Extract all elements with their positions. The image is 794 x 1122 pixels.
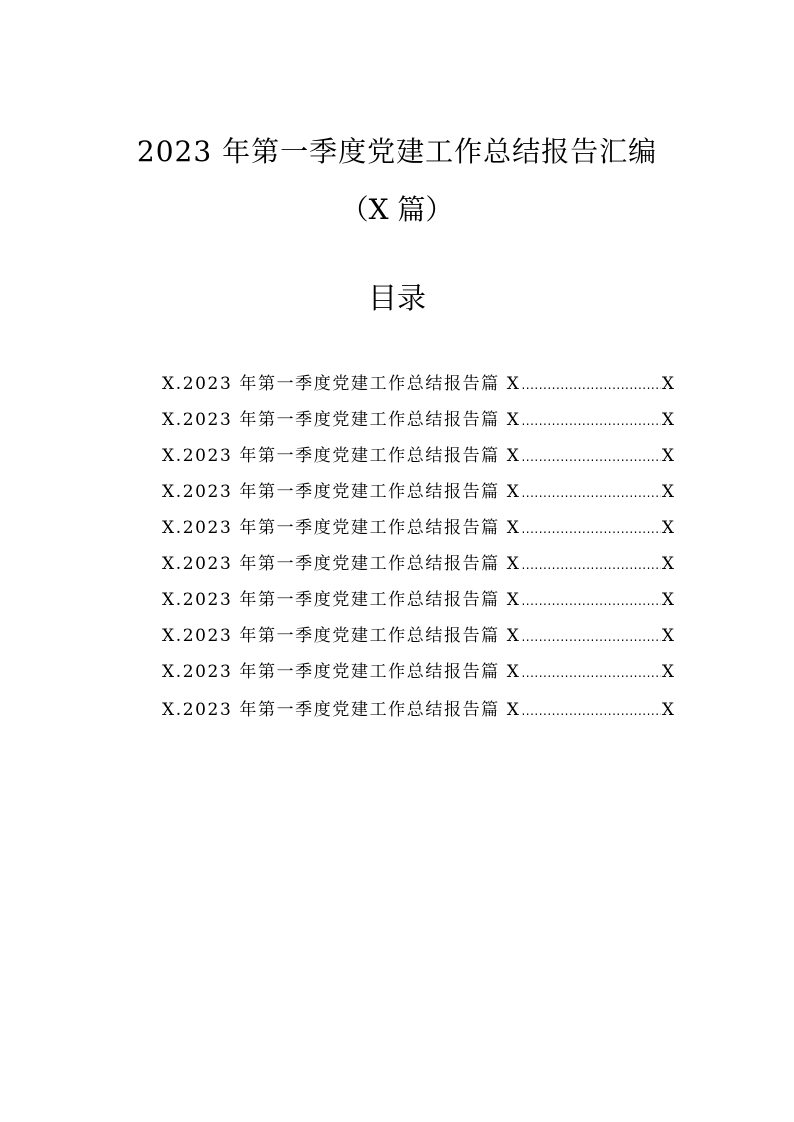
toc-entry[interactable] <box>162 474 674 510</box>
toc-entry[interactable] <box>162 692 674 728</box>
toc-leader-dots <box>521 475 660 510</box>
toc-entry-page: X <box>661 590 674 610</box>
toc-entry[interactable] <box>162 582 674 618</box>
toc-entry-page: X <box>661 410 674 430</box>
toc-entry[interactable] <box>162 654 674 690</box>
toc-entry-label: X.2023 年第一季度党建工作总结报告篇 X <box>162 518 521 538</box>
toc-entry-label: X.2023 年第一季度党建工作总结报告篇 X <box>162 662 521 682</box>
toc-leader-dots <box>521 547 660 582</box>
toc-leader-dots <box>521 619 660 654</box>
toc-entry[interactable] <box>162 366 674 402</box>
toc-entry-label: X.2023 年第一季度党建工作总结报告篇 X <box>162 554 521 574</box>
document-title: 2023 年第一季度党建工作总结报告汇编 <box>136 135 658 168</box>
toc-entry-label: X.2023 年第一季度党建工作总结报告篇 X <box>162 700 521 720</box>
toc-leader-dots <box>521 655 660 690</box>
toc-leader-dots <box>521 693 660 728</box>
toc-entry-label: X.2023 年第一季度党建工作总结报告篇 X <box>162 590 521 610</box>
toc-entry-label: X.2023 年第一季度党建工作总结报告篇 X <box>162 410 521 430</box>
toc-entry-label: X.2023 年第一季度党建工作总结报告篇 X <box>162 482 521 502</box>
toc-entry-page: X <box>661 374 674 394</box>
table-of-contents <box>162 366 674 728</box>
toc-entry-label: X.2023 年第一季度党建工作总结报告篇 X <box>162 374 521 394</box>
toc-entry-label: X.2023 年第一季度党建工作总结报告篇 X <box>162 446 521 466</box>
document-subtitle: （X 篇） <box>340 193 454 226</box>
toc-entry-page: X <box>661 446 674 466</box>
toc-entry-page: X <box>661 482 674 502</box>
toc-entry-page: X <box>661 662 674 682</box>
toc-entry[interactable] <box>162 402 674 438</box>
toc-entry[interactable] <box>162 618 674 654</box>
toc-entry[interactable] <box>162 510 674 546</box>
toc-entry-page: X <box>661 700 674 720</box>
toc-leader-dots <box>521 439 660 474</box>
toc-entry-page: X <box>661 518 674 538</box>
toc-entry[interactable] <box>162 438 674 474</box>
toc-entry-label: X.2023 年第一季度党建工作总结报告篇 X <box>162 626 521 646</box>
toc-entry-page: X <box>661 626 674 646</box>
toc-leader-dots <box>521 403 660 438</box>
toc-leader-dots <box>521 367 660 402</box>
toc-heading: 目录 <box>367 281 426 315</box>
toc-entry-page: X <box>661 554 674 574</box>
toc-entry[interactable] <box>162 546 674 582</box>
toc-leader-dots <box>521 511 660 546</box>
toc-leader-dots <box>521 583 660 618</box>
